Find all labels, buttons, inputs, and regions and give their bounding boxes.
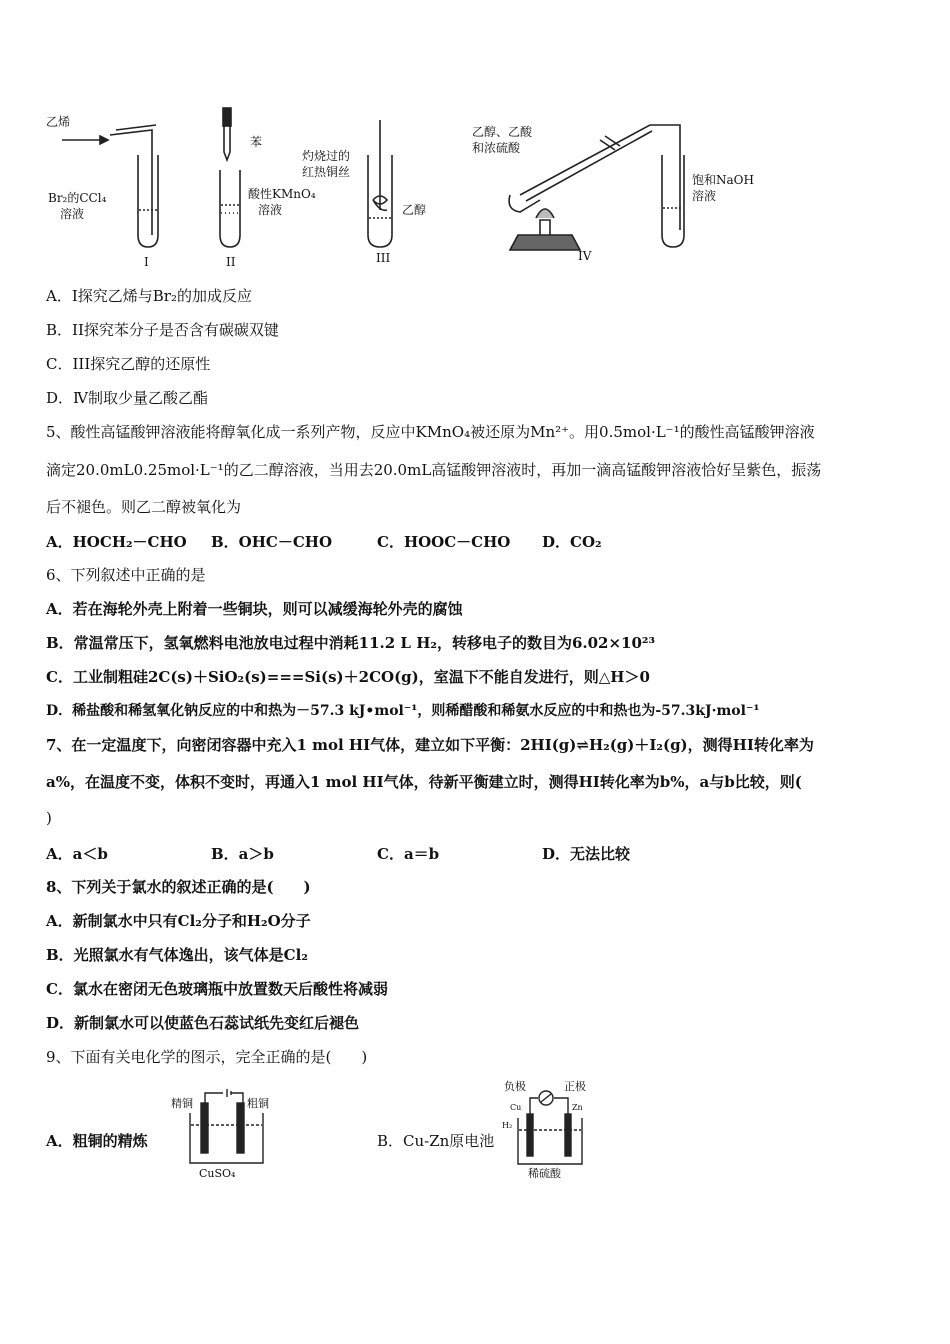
q8-option-c: C．氯水在密闭无色玻璃瓶中放置数天后酸性将减弱: [46, 980, 388, 998]
label-num-4: IV: [578, 249, 592, 263]
label-positive: 正极: [564, 1080, 586, 1093]
zn-electrode: [565, 1114, 571, 1156]
label-num-1: I: [144, 255, 149, 269]
cu-electrode: [527, 1114, 533, 1156]
label-ethylene: 乙烯: [46, 115, 71, 129]
label-num-3: III: [376, 251, 391, 265]
q8-option-a: A．新制氯水中只有Cl₂分子和H₂O分子: [46, 912, 311, 930]
external-wire: [530, 1098, 568, 1118]
pure-copper-electrode: [201, 1103, 208, 1153]
diagram-copper-refining: [165, 1085, 285, 1180]
crude-copper-electrode: [237, 1103, 244, 1153]
label-negative: 负极: [504, 1080, 526, 1093]
label-kmno4: 酸性KMnO₄: [248, 187, 316, 201]
dropper-tube: [224, 126, 230, 160]
label-num-2: II: [226, 255, 236, 269]
refining-svg: [165, 1085, 285, 1180]
label-pure-copper: 精铜: [171, 1097, 193, 1110]
label-kmno4-solution: 溶液: [258, 203, 283, 217]
q5-option-a: A．HOCH₂－CHO: [46, 533, 187, 551]
label-reagents-acid: 和浓硫酸: [472, 141, 521, 155]
test-tube-2: [220, 170, 240, 247]
label-dilute-sulfuric: 稀硫酸: [528, 1167, 561, 1180]
q6-option-b: B．常温常压下，氢氧燃料电池放电过程中消耗11.2 L H₂，转移电子的数目为6.02×10²³: [46, 634, 656, 652]
diagram-cu-zn-cell: [500, 1078, 600, 1180]
lamp-flame: [536, 209, 554, 218]
q5-stem-line3: 后不褪色。则乙二醇被氧化为: [46, 498, 242, 516]
q4-option-a: A．Ⅰ探究乙烯与Br₂的加成反应: [46, 287, 252, 305]
delivery-tube-1: [110, 130, 152, 235]
q5-option-b: B．OHC－CHO: [211, 533, 333, 551]
dropper-bulb: [223, 108, 231, 126]
q9-stem: 9、下面有关电化学的图示，完全正确的是( ): [46, 1048, 368, 1066]
q7-option-c: C．a＝b: [377, 845, 440, 863]
q7-option-d: D．无法比较: [542, 845, 631, 863]
arrow-head: [100, 136, 108, 144]
q5-option-c: C．HOOC－CHO: [377, 533, 511, 551]
label-reagents: 乙醇、乙酸: [472, 125, 533, 139]
label-copper: 灼烧过的: [302, 149, 351, 163]
label-cu: Cu: [510, 1103, 522, 1112]
alcohol-lamp-base: [510, 235, 580, 250]
label-naoh: 饱和NaOH: [692, 173, 754, 187]
q4-option-c: C．III探究乙醇的还原性: [46, 355, 211, 373]
q9-option-b: B．Cu-Zn原电池: [377, 1132, 495, 1150]
q4-option-b: B．II探究苯分子是否含有碳碳双键: [46, 321, 279, 339]
q8-stem: 8、下列关于氯水的叙述正确的是( ): [46, 878, 311, 896]
label-ethanol: 乙醇: [402, 203, 427, 217]
q8-option-d: D．新制氯水可以使蓝色石蕊试纸先变红后褪色: [46, 1014, 360, 1032]
q7-stem-line3: ): [46, 809, 52, 827]
lamp-wick: [540, 220, 550, 235]
experiment-apparatus-svg: [40, 100, 760, 270]
q6-option-c: C．工业制粗硅2C(s)＋SiO₂(s)===Si(s)＋2CO(g)，室温下不能自发进行，则△H＞0: [46, 668, 650, 686]
label-br2: Br₂的CCl₄: [48, 191, 107, 205]
label-naoh-solution: 溶液: [692, 189, 717, 203]
experiment-figure: [40, 100, 760, 270]
q6-stem: 6、下列叙述中正确的是: [46, 566, 206, 584]
q5-stem-line1: 5、酸性高锰酸钾溶液能将醇氧化成一系列产物，反应中KMnO₄被还原为Mn²⁺。用0.5mol·L⁻¹的酸性高锰酸钾溶液: [46, 423, 815, 441]
q7-option-b: B．a＞b: [211, 845, 274, 863]
q9-option-a: A．粗铜的精炼: [46, 1132, 148, 1150]
q5-option-d: D．CO₂: [542, 533, 602, 551]
q7-option-a: A．a＜b: [46, 845, 108, 863]
label-crude-copper: 粗铜: [247, 1097, 269, 1110]
q6-option-a: A．若在海轮外壳上附着一些铜块，则可以减缓海轮外壳的腐蚀: [46, 600, 463, 618]
galvanic-cell-svg: [500, 1078, 600, 1180]
q5-stem-line2: 滴定20.0mL0.25mol·L⁻¹的乙二醇溶液，当用去20.0mL高锰酸钾溶液时，再加一滴高锰酸钾溶液恰好呈紫色，振荡: [46, 461, 822, 479]
q7-stem-line1: 7、在一定温度下，向密闭容器中充入1 mol HI气体，建立如下平衡：2HI(g)⇌H₂(g)＋I₂(g)，测得HI转化率为: [46, 736, 814, 754]
label-zn: Zn: [572, 1103, 583, 1112]
q8-option-b: B．光照氯水有气体逸出，该气体是Cl₂: [46, 946, 308, 964]
label-cuso4: CuSO₄: [199, 1167, 236, 1180]
test-tube-1: [138, 155, 158, 247]
reaction-tube: [509, 195, 540, 212]
label-h2: H₂: [502, 1121, 513, 1130]
label-br2-solution: 溶液: [60, 207, 85, 221]
power-source: [205, 1089, 243, 1103]
label-copper-wire: 红热铜丝: [302, 165, 351, 179]
q4-option-d: D．Ⅳ制取少量乙酸乙酯: [46, 389, 209, 407]
q6-option-d: D．稀盐酸和稀氢氧化钠反应的中和热为－57.3 kJ•mol⁻¹，则稀醋酸和稀氨水反应的中和热也为-57.3kJ·mol⁻¹: [46, 703, 760, 719]
q7-stem-line2: a%，在温度不变，体积不变时，再通入1 mol HI气体，待新平衡建立时，测得HI转化率为b%，a与b比较，则(: [46, 773, 802, 791]
label-benzene: 苯: [250, 135, 263, 149]
